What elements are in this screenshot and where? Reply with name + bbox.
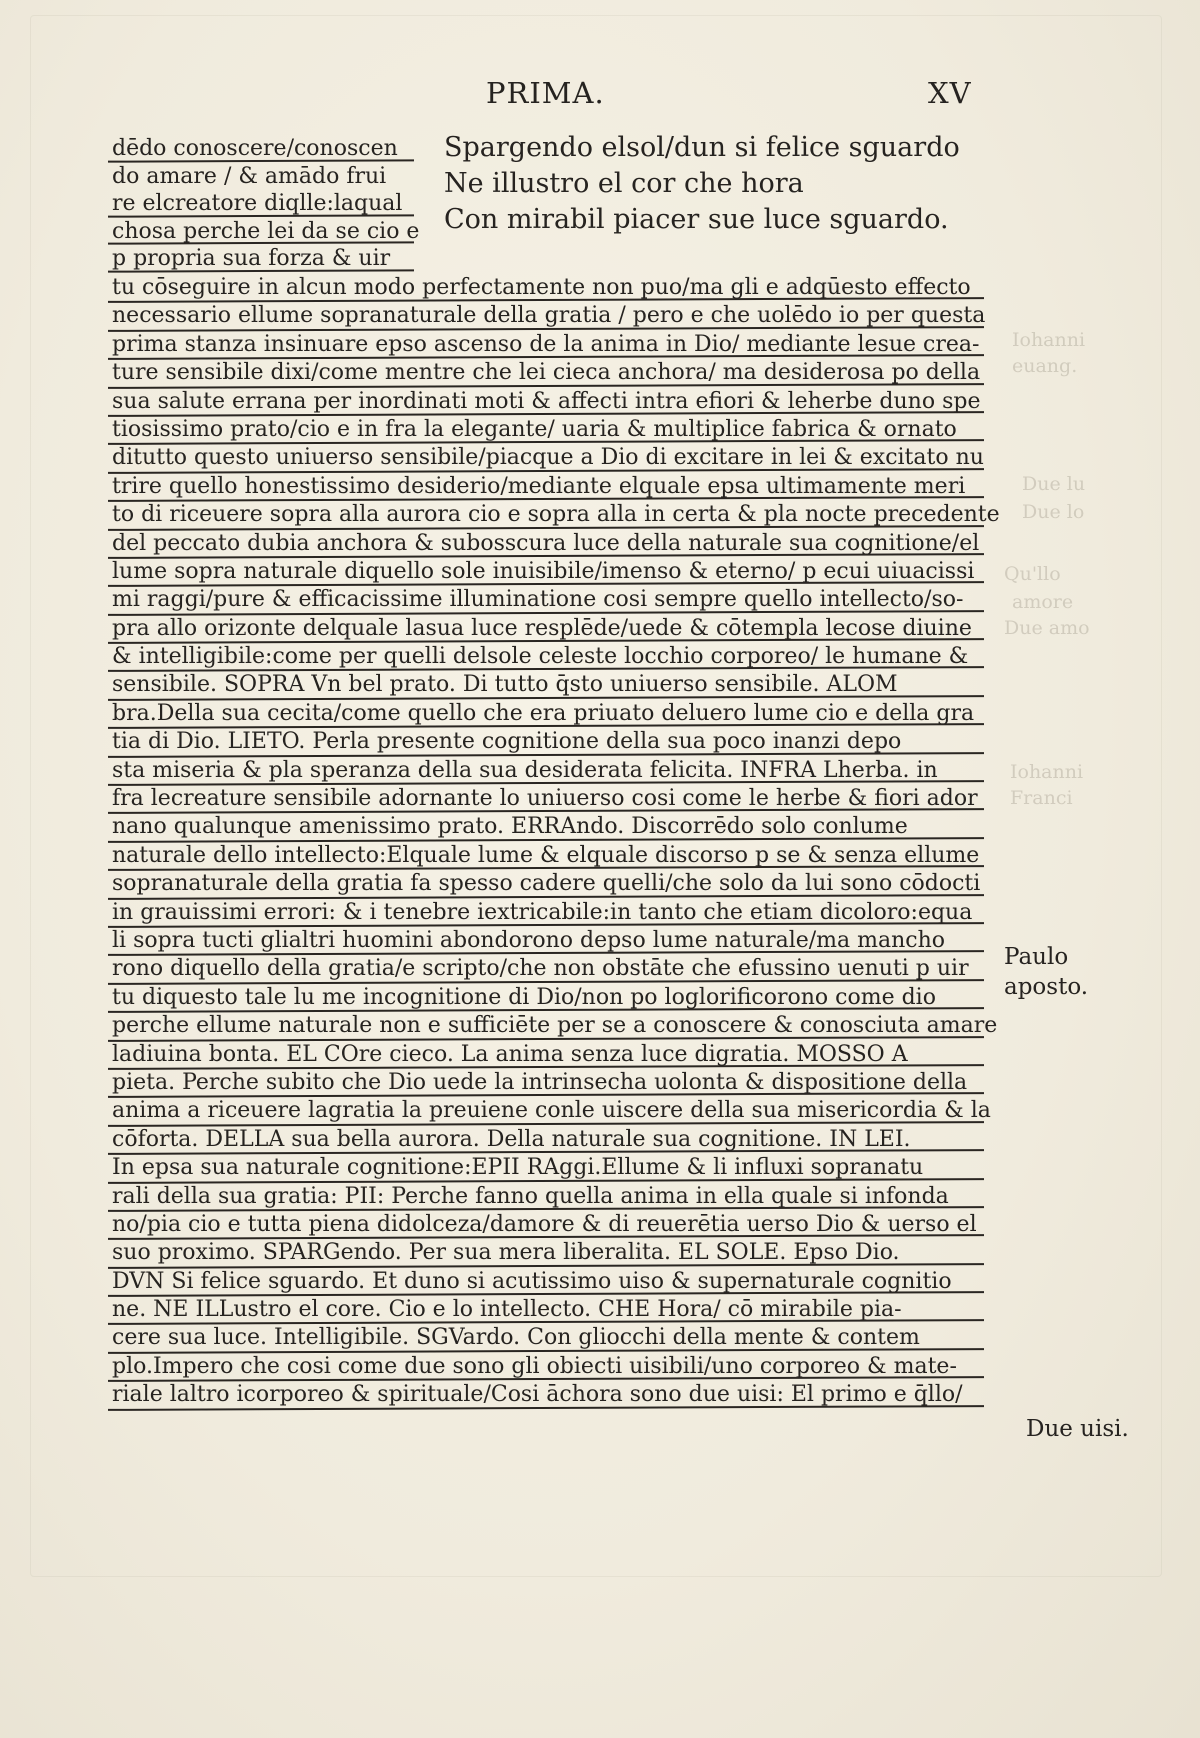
commentary-line: fra lecreature sensibile adornante lo uniuerso cosi come le herbe & fiori ador — [112, 785, 992, 813]
commentary-line: ladiuina bonta. EL COre cieco. La anima senza luce digratia. MOSSO A — [112, 1041, 992, 1069]
bleed-through-note-4: Due lo — [1022, 501, 1085, 523]
margin-note-due-uisi: Due uisi. — [1026, 1416, 1129, 1442]
running-title: PRIMA. — [486, 76, 605, 110]
commentary-line: sua salute errana per inordinati moti & affecti intra efiori & leherbe duno spe — [112, 388, 992, 416]
narrow-line: re elcreatore diqlle:laqual — [112, 190, 422, 218]
commentary-line: & intelligibile:come per quelli delsole celeste locchio corporeo/ le humane & — [112, 643, 992, 671]
commentary-line: ture sensibile dixi/come mentre che lei cieca anchora/ ma desiderosa po della — [112, 359, 992, 387]
narrow-line: chosa perche lei da se cio e — [112, 218, 422, 246]
commentary-line: suo proximo. SPARGendo. Per sua mera liberalita. EL SOLE. Epso Dio. — [112, 1239, 992, 1267]
margin-note-paulo: Paulo — [1004, 944, 1069, 970]
commentary-line: trire quello honestissimo desiderio/mediante elquale epsa ultimamente meri — [112, 473, 992, 501]
verse-line: Con mirabil piacer sue luce sguardo. — [444, 204, 949, 235]
commentary-line: tu diquesto tale lu me incognitione di Dio/non po loglorificorono come dio — [112, 984, 992, 1012]
verse-line: Spargendo elsol/dun si felice sguardo — [444, 132, 960, 163]
commentary-line: nano qualunque amenissimo prato. ERRAndo. Discorrēdo solo conlume — [112, 813, 992, 841]
commentary-line: necessario ellume sopranaturale della gratia / pero e che uolēdo io per questa — [112, 302, 992, 330]
folio-number: XV — [928, 76, 972, 110]
commentary-line: riale laltro icorporeo & spirituale/Cosi āchora sono due uisi: El primo e q̄llo/ — [112, 1381, 992, 1409]
commentary-line: in grauissimi errori: & i tenebre iextricabile:in tanto che etiam dicoloro:equa — [112, 899, 992, 927]
bleed-through-note-7: Due amo — [1004, 617, 1090, 639]
bleed-through-note-1: Iohanni — [1012, 329, 1086, 351]
commentary-line: cōforta. DELLA sua bella aurora. Della naturale sua cognitione. IN LEI. — [112, 1126, 992, 1154]
commentary-line: del peccato dubia anchora & subosscura luce della naturale sua cognitione/el — [112, 530, 992, 558]
commentary-line: sta miseria & pla speranza della sua desiderata felicita. INFRA Lherba. in — [112, 757, 992, 785]
commentary-text — [112, 274, 1000, 1410]
commentary-line: plo.Impero che cosi come due sono gli obiecti uisibili/uno corporeo & mate- — [112, 1353, 992, 1381]
commentary-line: lume sopra naturale diquello sole inuisibile/imenso & eterno/ p ecui uiuacissi — [112, 558, 992, 586]
running-header — [486, 76, 976, 120]
commentary-line: tu cōseguire in alcun modo perfectamente non puo/ma gli e adqūesto effecto — [112, 274, 992, 302]
commentary-line: prima stanza insinuare epso ascenso de la anima in Dio/ mediante lesue crea- — [112, 331, 992, 359]
commentary-line: rali della sua gratia: PII: Perche fanno quella anima in ella quale si infonda — [112, 1183, 992, 1211]
bleed-through-note-3: Due lu — [1022, 473, 1086, 495]
commentary-line: DVN Si felice sguardo. Et duno si acutissimo uiso & supernaturale cognitio — [112, 1268, 992, 1296]
commentary-line: sensibile. SOPRA Vn bel prato. Di tutto q̄sto uniuerso sensibile. ALOM — [112, 671, 992, 699]
narrow-column — [112, 135, 422, 273]
narrow-line: p propria sua forza & uir — [112, 245, 422, 273]
narrow-line: dēdo conoscere/conoscen — [112, 135, 422, 163]
commentary-line: bra.Della sua cecita/come quello che era priuato deluero lume cio e della gra — [112, 700, 992, 728]
commentary-line: tia di Dio. LIETO. Perla presente cognitione della sua poco inanzi depo — [112, 728, 992, 756]
commentary-line: mi raggi/pure & efficacissime illuminatione cosi sempre quello intellecto/so- — [112, 586, 992, 614]
commentary-line: sopranaturale della gratia fa spesso cadere quelli/che solo da lui sono cōdocti — [112, 870, 992, 898]
verse-line: Ne illustro el cor che hora — [444, 168, 804, 199]
commentary-line: no/pia cio e tutta piena didolceza/damore & di reuerētia uerso Dio & uerso el — [112, 1211, 992, 1239]
commentary-line: pra allo orizonte delquale lasua luce resplēde/uede & cōtempla lecose diuine — [112, 615, 992, 643]
commentary-line: li sopra tucti glialtri huomini abondorono depso lume naturale/ma mancho — [112, 927, 992, 955]
commentary-line: tiosissimo prato/cio e in fra la elegante/ uaria & multiplice fabrica & ornato — [112, 416, 992, 444]
bleed-through-note-5: Qu'llo — [1004, 563, 1061, 585]
commentary-line: ditutto questo uniuerso sensibile/piacque a Dio di excitare in lei & excitato nu — [112, 444, 992, 472]
bleed-through-note-8: Iohanni — [1010, 761, 1084, 783]
narrow-line: do amare / & amādo frui — [112, 163, 387, 189]
commentary-line: naturale dello intellecto:Elquale lume & elquale discorso p se & senza ellume — [112, 842, 992, 870]
commentary-line: rono diquello della gratia/e scripto/che non obstāte che efussino uenuti p uir — [112, 955, 992, 983]
commentary-line: to di riceuere sopra alla aurora cio e sopra alla in certa & pla nocte precedente — [112, 501, 992, 529]
commentary-line: perche ellume naturale non e sufficiēte per se a conoscere & conosciuta amare — [112, 1012, 992, 1040]
bleed-through-note-6: amore — [1012, 591, 1074, 613]
commentary-line: pieta. Perche subito che Dio uede la intrinsecha uolonta & dispositione della — [112, 1069, 992, 1097]
bleed-through-note-9: Franci — [1010, 787, 1073, 809]
commentary-line: cere sua luce. Intelligibile. SGVardo. Con gliocchi della mente & contem — [112, 1324, 992, 1352]
commentary-line: ne. NE ILLustro el core. Cio e lo intellecto. CHE Hora/ cō mirabile pia- — [112, 1296, 992, 1324]
commentary-line: anima a riceuere lagratia la preuiene conle uiscere della sua misericordia & la — [112, 1097, 992, 1125]
bleed-through-note-2: euang. — [1012, 355, 1078, 377]
margin-note-aposto: aposto. — [1004, 974, 1089, 1000]
commentary-line: In epsa sua naturale cognitione:EPII RAggi.Ellume & li influxi sopranatu — [112, 1154, 992, 1182]
verse-block — [444, 130, 964, 238]
